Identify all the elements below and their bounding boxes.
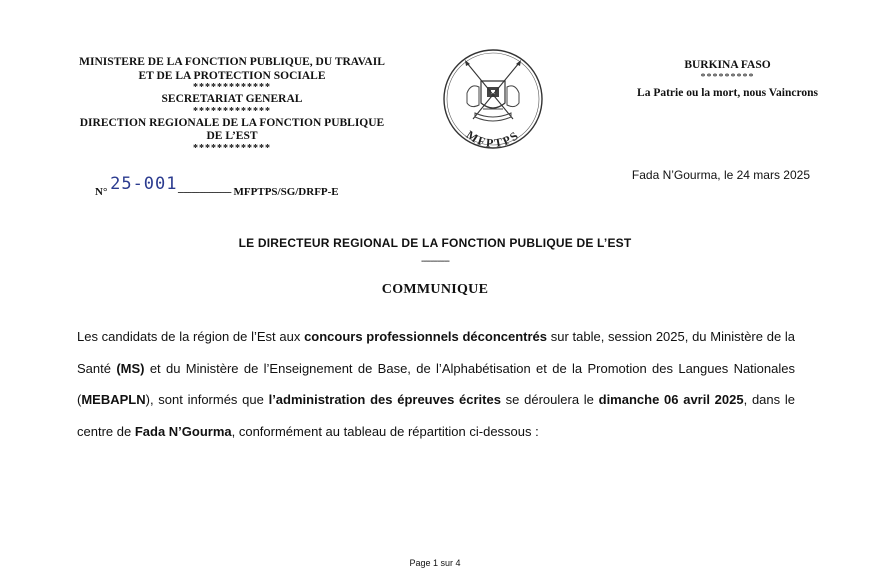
stars-separator: ************* [193, 142, 271, 154]
date-line: Fada N’Gourma, le 24 mars 2025 [631, 168, 810, 182]
body-bold-text: Fada N’Gourma [134, 423, 232, 439]
body-text: se déroulera le [500, 392, 599, 407]
country-header [620, 58, 835, 101]
stars-separator: ************* [193, 82, 271, 93]
stars-separator: ********* [700, 72, 755, 83]
coat-of-arms-seal-icon [437, 47, 549, 159]
reference-number [95, 174, 339, 200]
reference-dots: -------------------- [177, 186, 231, 198]
stars-separator: ************* [193, 105, 271, 117]
body-bold-text: concours professionnels déconcentrés [304, 329, 548, 344]
body-bold-text: (MS) [116, 360, 145, 376]
reference-handwritten-number: 25-001 [110, 174, 178, 194]
ministry-name-line1: MINISTERE DE LA FONCTION PUBLIQUE, DU TRAVAIL [79, 56, 385, 68]
ministry-name-line2: ET DE LA PROTECTION SOCIALE [138, 69, 326, 82]
communique-body [77, 321, 795, 447]
secretariat-name: SECRETARIAT GENERAL [161, 93, 303, 105]
page-footer: Page 1 sur 4 [409, 558, 461, 568]
direction-name-line1: DIRECTION REGIONALE DE LA FONCTION PUBLIQUE [79, 116, 385, 129]
title-separator: ------------ [421, 256, 449, 267]
body-bold-text: MEBAPLN [81, 392, 146, 407]
national-motto: La Patrie ou la mort, nous Vaincrons [637, 87, 818, 99]
body-text: Les candidats de la région de l’Est aux [77, 329, 305, 344]
issuer-header [52, 56, 412, 154]
document-title: LE DIRECTEUR REGIONAL DE LA FONCTION PUBLIQUE DE L’EST [238, 236, 632, 250]
communique-heading: COMMUNIQUE [381, 282, 489, 297]
reference-suffix: MFPTPS/SG/DRFP-E [233, 186, 339, 198]
body-bold-text: dimanche 06 avril 2025 [598, 392, 744, 407]
body-text: , dans le centre de [77, 392, 795, 439]
emblem-label: MFPTPS [463, 127, 523, 151]
country-name: BURKINA FASO [684, 59, 771, 71]
body-text: ), sont informés que [145, 392, 269, 407]
body-text: et du Ministère de l’Enseignement de Base, de l’Alphabétisation et de la Promotion des Langues Nationales ( [77, 360, 795, 407]
body-bold-text: l’administration des épreuves écrites [268, 392, 501, 407]
reference-prefix: N° [95, 186, 108, 198]
direction-name-line2: DE L’EST [206, 130, 258, 142]
svg-text:MFPTPS [464, 127, 523, 150]
body-text: sur table, session 2025, du Ministère de la Santé [77, 329, 796, 376]
body-text: , conformément au tableau de répartition ci-dessous : [231, 423, 539, 439]
